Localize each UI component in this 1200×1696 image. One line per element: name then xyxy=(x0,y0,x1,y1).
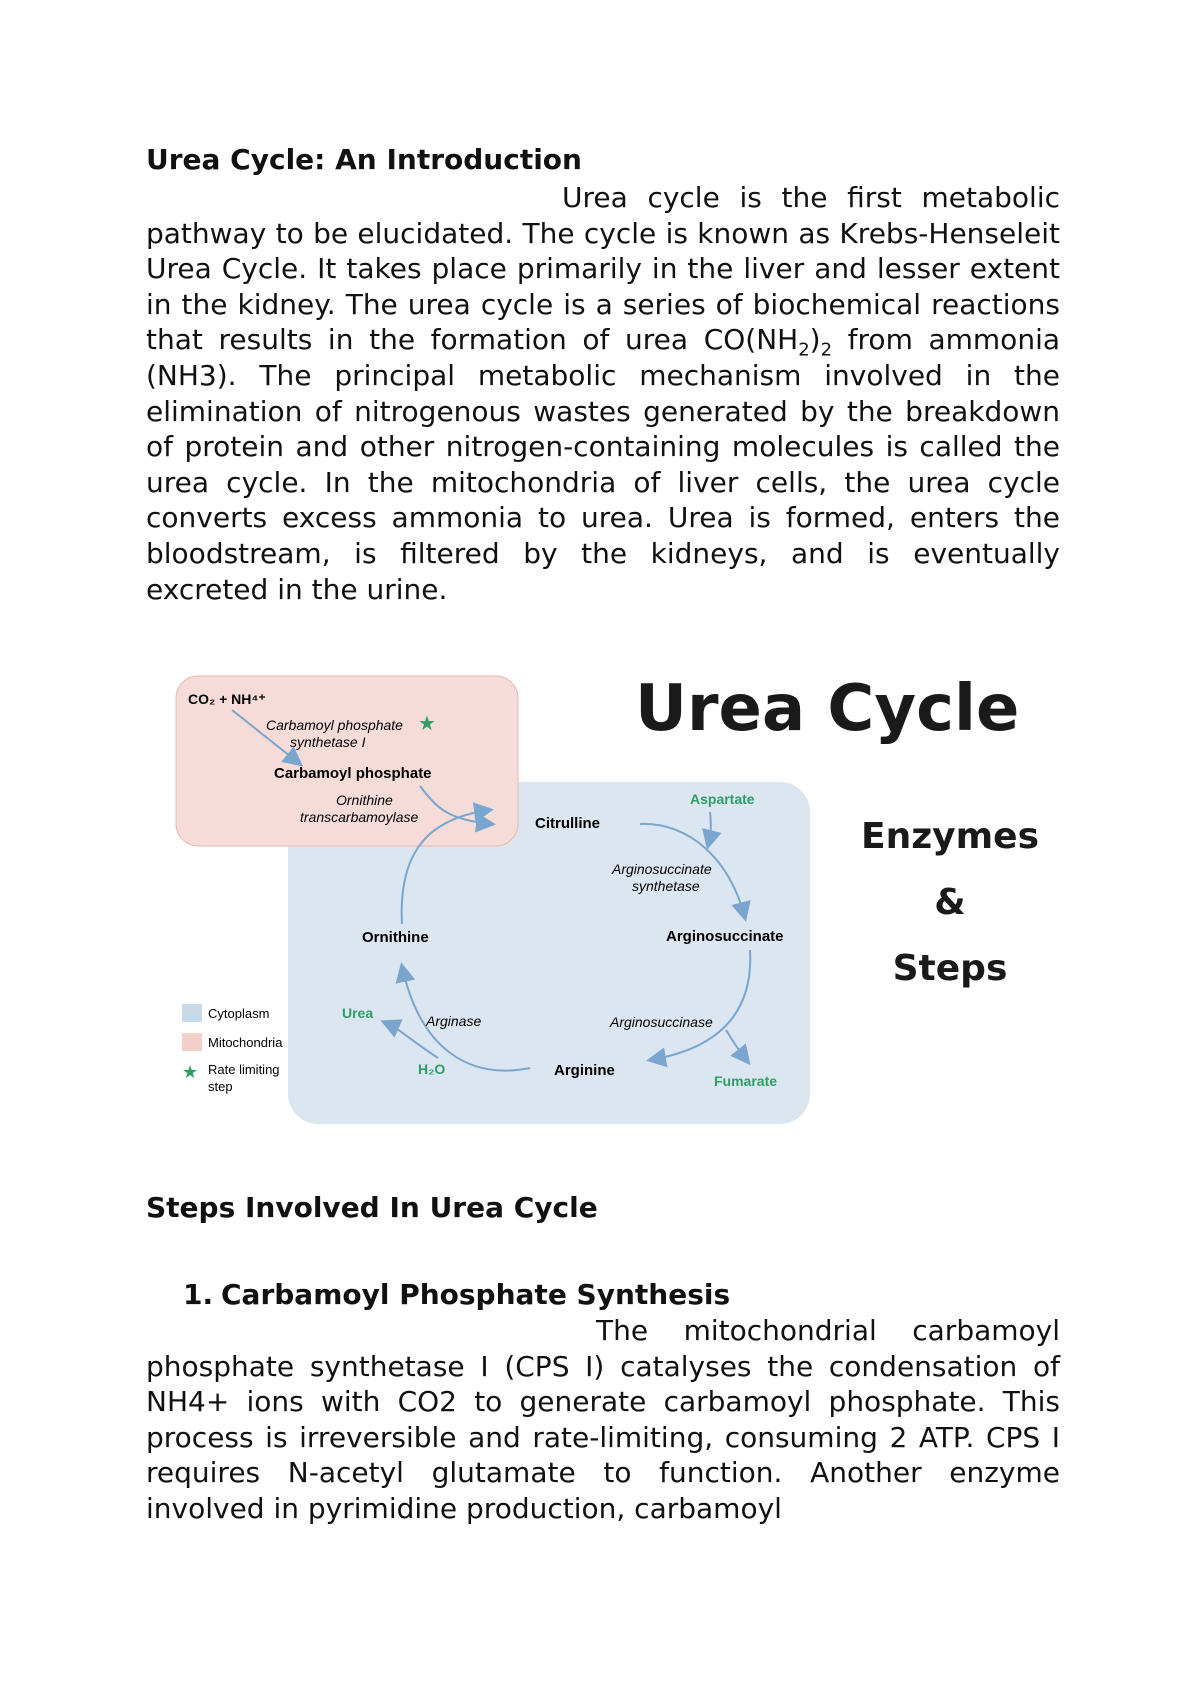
co2-nh4-label: CO₂ + NH⁴⁺ xyxy=(188,691,266,707)
legend-rate-line2: step xyxy=(208,1079,233,1094)
intro-text-rest: from ammonia (NH3). The principal metabolic mechanism involved in the elimination of nitrogenous wastes generated by the breakdown of protein and other nitrogen-containing molecules is called the urea cycle. In the mitochondria of liver cells, the urea cycle converts excess ammonia to urea. Urea is formed, enters the bloodstream, is filtered by the kidneys, and is eventually excreted in the urine. xyxy=(146,323,1060,606)
enzyme-cps1-line2: synthetase I xyxy=(290,734,366,750)
steps-heading: Steps Involved In Urea Cycle xyxy=(146,1191,598,1224)
intro-section xyxy=(146,140,1060,607)
intro-text: Urea cycle is the first metabolic pathway to be elucidated. The cycle is known as Krebs-Henseleit Urea Cycle. It takes place primarily in the liver and lesser extent in the kidney. The urea cycle is a series of biochemical reactions that results in the formation of urea xyxy=(146,181,1060,357)
figure-subtitle-line1: Enzymes xyxy=(861,816,1039,857)
arginosuccinate-label: Arginosuccinate xyxy=(666,928,784,945)
star-icon: ★ xyxy=(418,711,436,735)
citrulline-label: Citrulline xyxy=(535,815,601,832)
step1-title: Carbamoyl Phosphate Synthesis xyxy=(221,1278,731,1311)
step1-paragraph xyxy=(146,1313,1060,1527)
enzyme-ass-line1: Arginosuccinate xyxy=(612,861,712,877)
urea-label: Urea xyxy=(342,1005,374,1021)
urea-cycle-figure xyxy=(170,670,1040,1125)
carbamoyl-phosphate-label: Carbamoyl phosphate xyxy=(274,765,432,782)
legend-mitochondria: Mitochondria xyxy=(208,1035,283,1050)
step1-heading xyxy=(183,1275,730,1315)
enzyme-asl-label: Arginosuccinase xyxy=(610,1014,713,1030)
aspartate-label: Aspartate xyxy=(690,791,755,807)
step1-number: 1. xyxy=(183,1278,214,1311)
formula-prefix: CO(NH xyxy=(703,323,799,357)
figure-title: Urea Cycle xyxy=(635,672,1020,746)
legend-star-icon: ★ xyxy=(182,1062,199,1083)
arginine-label: Arginine xyxy=(554,1062,615,1079)
figure-subtitle-line3: Steps xyxy=(892,948,1008,989)
intro-heading: Urea Cycle: An Introduction xyxy=(146,143,582,176)
intro-paragraph xyxy=(146,180,1060,607)
arginase-label: Arginase xyxy=(426,1013,482,1029)
formula-sub1: 2 xyxy=(798,339,810,361)
enzyme-cps1-line1: Carbamoyl phosphate xyxy=(266,717,403,733)
enzyme-otc-line2: transcarbamoylase xyxy=(300,809,419,825)
legend-cytoplasm: Cytoplasm xyxy=(208,1006,270,1021)
legend-rate-line1: Rate limiting xyxy=(208,1062,280,1077)
enzyme-otc-line1: Ornithine xyxy=(336,792,393,808)
ornithine-label: Ornithine xyxy=(362,929,429,946)
fumarate-label: Fumarate xyxy=(714,1073,778,1089)
formula-mid: ) xyxy=(809,323,821,357)
enzyme-ass-line2: synthetase xyxy=(632,878,700,894)
step1-text: The mitochondrial carbamoyl phosphate synthetase I (CPS I) catalyses the condensation of NH4+ ions with CO2 to generate carbamoyl phosphate. This process is irreversible and rate-limiting, consuming 2 ATP. CPS I requires N-acetyl glutamate to function. Another enzyme involved in pyrimidine production, carbamoyl xyxy=(146,1314,1060,1525)
legend-mitochondria-swatch xyxy=(182,1033,202,1051)
legend-cytoplasm-swatch xyxy=(182,1004,202,1022)
figure-subtitle-line2: & xyxy=(934,882,966,923)
formula-sub2: 2 xyxy=(820,339,833,361)
urea-cycle-diagram xyxy=(170,670,1040,1125)
h2o-label: H₂O xyxy=(418,1061,446,1077)
